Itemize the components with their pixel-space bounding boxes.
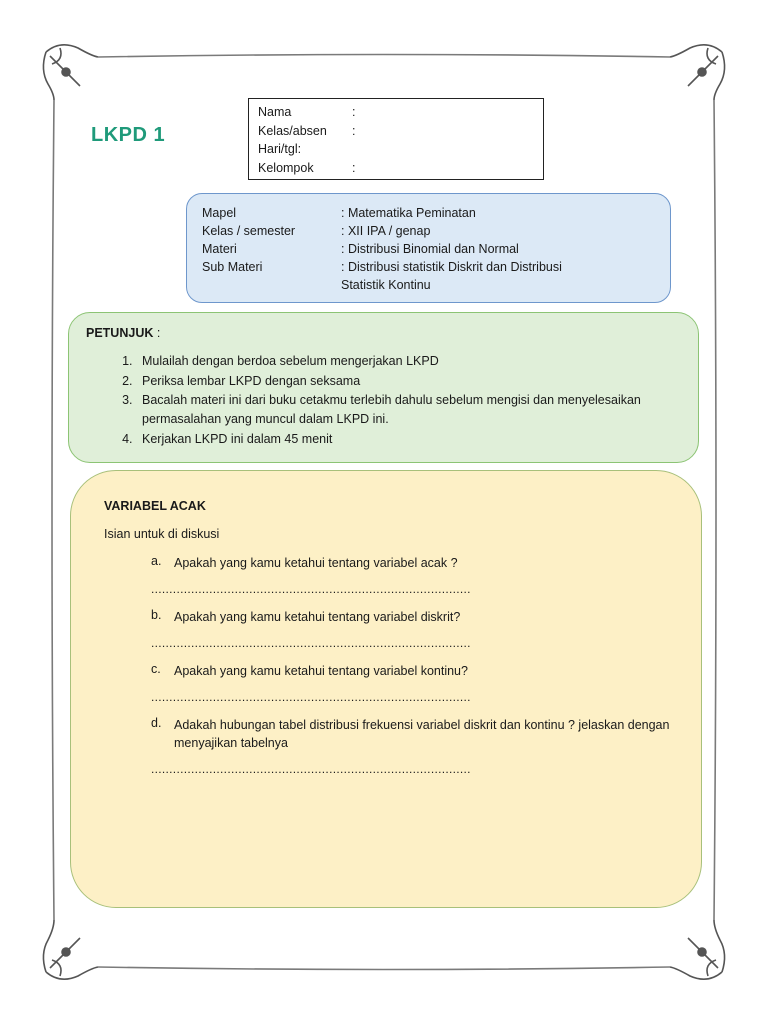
identity-label: Kelompok [258, 160, 314, 175]
question-letter: b. [151, 608, 162, 622]
question-letter: a. [151, 554, 162, 568]
corner-ornament-icon [43, 920, 98, 979]
identity-separator: : [352, 105, 356, 119]
instructions-box [68, 312, 699, 463]
corner-ornament-icon [43, 45, 98, 100]
instructions-heading [86, 326, 682, 340]
instructions-list [86, 352, 682, 449]
question-text: Apakah yang kamu ketahui tentang variabel kontinu? [174, 664, 468, 678]
info-value: : Matematika Peminatan [341, 206, 476, 220]
identity-separator: : [352, 123, 356, 138]
info-key: Sub Materi [202, 260, 263, 274]
question-item [151, 608, 681, 626]
identity-row-nama[interactable] [258, 103, 543, 122]
info-value: : Distribusi statistik Diskrit dan Distribusi Statistik Kontinu [341, 260, 562, 292]
instructions-heading-text: PETUNJUK [86, 326, 154, 340]
info-key: Mapel [202, 206, 237, 220]
subject-info-box [186, 193, 671, 303]
info-row-materi [202, 240, 670, 258]
section-heading: VARIABEL ACAK [104, 499, 206, 513]
answer-line[interactable]: ........................................................................................ [151, 636, 471, 650]
identity-label: Hari/tgl: [258, 142, 302, 156]
question-letter: c. [151, 662, 161, 676]
info-row-kelas [202, 222, 670, 240]
instructions-heading-colon: : [153, 326, 161, 340]
identity-row-kelas[interactable] [258, 122, 543, 141]
question-text: Adakah hubungan tabel distribusi frekuensi variabel diskrit dan kontinu ? jelaskan dengan menyajikan tabelnya [174, 718, 670, 750]
identity-row-kelompok[interactable] [258, 159, 543, 178]
instruction-item: 3. Bacalah materi ini dari buku cetakmu terlebih dahulu sebelum mengisi dan menyelesaikan permasalahan yang muncul dalam LKPD ini. [136, 391, 682, 429]
identity-label: Nama [258, 105, 292, 119]
page-title: LKPD 1 [91, 124, 166, 146]
info-row-submateri [202, 258, 670, 294]
instruction-item: 2. Periksa lembar LKPD dengan seksama [136, 372, 682, 391]
identity-separator: : [352, 160, 356, 175]
section-intro: Isian untuk di diskusi [104, 527, 220, 541]
identity-box [248, 98, 544, 180]
identity-row-hari[interactable] [258, 140, 543, 159]
question-text: Apakah yang kamu ketahui tentang variabel acak ? [174, 556, 458, 570]
corner-ornament-icon [670, 920, 725, 979]
info-key: Kelas / semester [202, 224, 296, 238]
answer-line[interactable]: ........................................................................................ [151, 690, 471, 704]
instruction-item: 1. Mulailah dengan berdoa sebelum mengerjakan LKPD [136, 352, 682, 371]
info-key: Materi [202, 242, 237, 256]
question-letter: d. [151, 716, 162, 730]
identity-label: Kelas/absen [258, 123, 327, 138]
random-variable-section [70, 470, 702, 908]
instruction-item: 4. Kerjakan LKPD ini dalam 45 menit [136, 430, 682, 449]
answer-line[interactable]: ........................................................................................ [151, 762, 471, 776]
info-value: : XII IPA / genap [341, 224, 431, 238]
info-row-mapel [202, 204, 670, 222]
answer-line[interactable]: ........................................................................................ [151, 582, 471, 596]
corner-ornament-icon [670, 45, 725, 100]
info-value: : Distribusi Binomial dan Normal [341, 242, 519, 256]
question-text: Apakah yang kamu ketahui tentang variabel diskrit? [174, 610, 461, 624]
question-item [151, 662, 681, 680]
question-item [151, 554, 681, 572]
question-item [151, 716, 681, 752]
